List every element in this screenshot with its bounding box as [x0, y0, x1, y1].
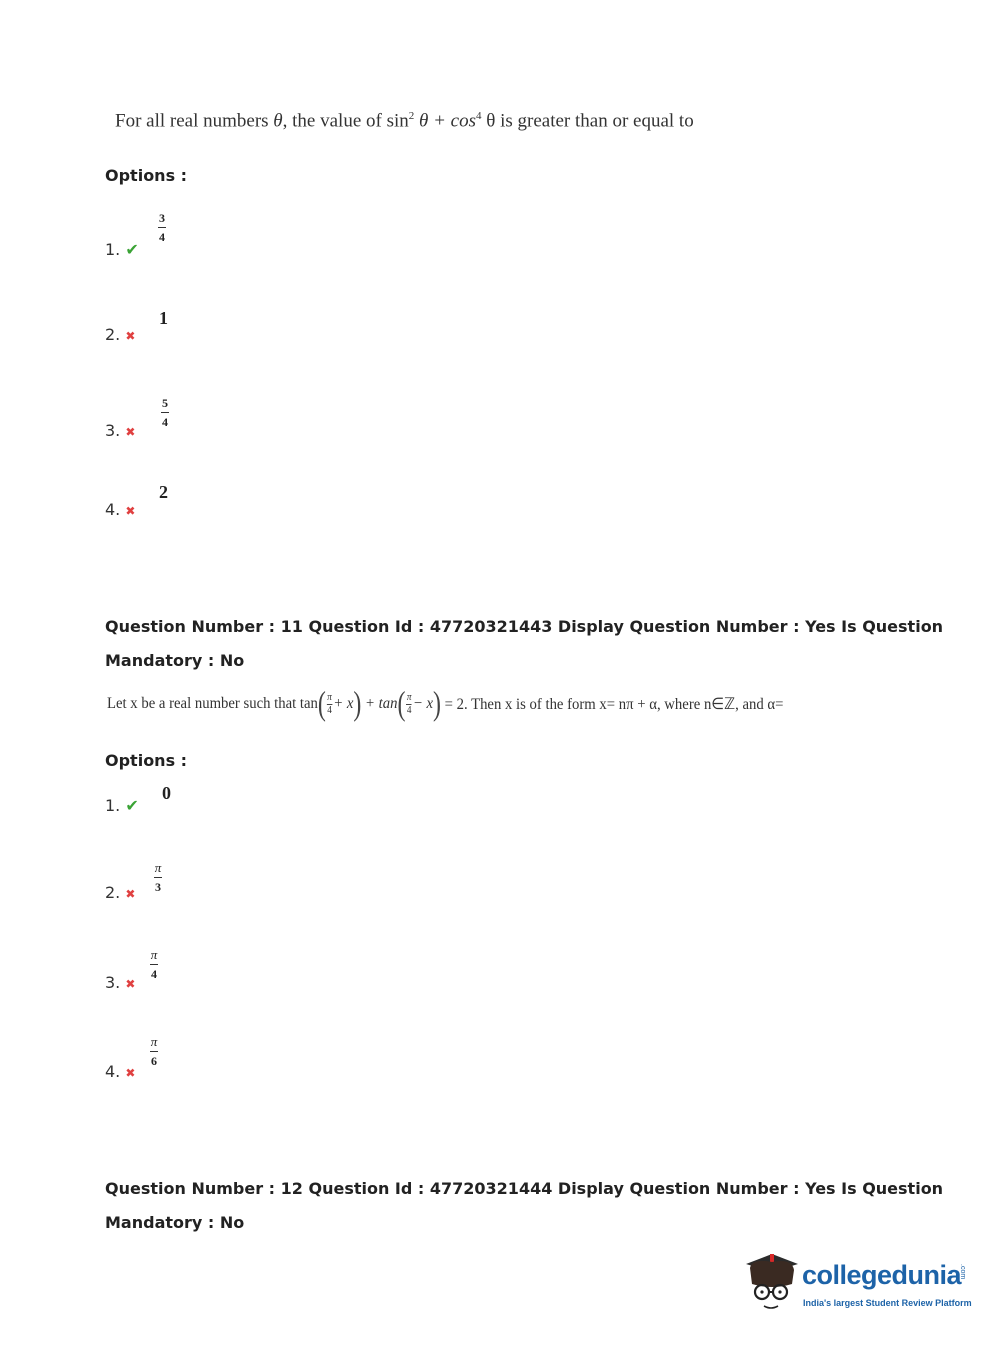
q11-header-line-2: Mandatory : No [105, 651, 245, 670]
q10-option-1-number [105, 240, 139, 259]
denominator: 4 [151, 967, 157, 981]
close-paren: ) [432, 684, 441, 723]
denominator: 4 [159, 230, 165, 244]
q11-header-line-1: Question Number : 11 Question Id : 47720321443 Display Question Number : Yes Is Question [105, 617, 944, 636]
pi-symbol: π [327, 691, 332, 703]
q10-suffix: θ is greater than or equal to [486, 110, 694, 132]
q10-mid1: , the value of sin [282, 110, 409, 132]
q10-options-label: Options : [105, 166, 188, 185]
denominator: 4 [327, 704, 332, 716]
q11-option-3-number [105, 973, 135, 992]
pi-over-4 [406, 693, 412, 716]
logo-dot-com: .com [959, 1264, 966, 1280]
wrong-cross-icon: ✖ [125, 329, 136, 343]
q10-exponent-4: 4 [475, 110, 482, 122]
denominator: 3 [155, 880, 161, 894]
fraction-bar [150, 1051, 158, 1052]
q11-option-1-number [105, 796, 139, 815]
numerator: 3 [159, 211, 165, 225]
question-11-text [107, 684, 784, 723]
q10-option-4-number [105, 500, 135, 519]
q11-option-4-value [150, 1035, 158, 1067]
wrong-cross-icon: ✖ [125, 977, 136, 991]
collegedunia-logo [742, 1250, 972, 1314]
q10-option-3-number [105, 421, 135, 440]
q11-plus-x: + x [333, 695, 354, 712]
fraction-bar [158, 227, 166, 228]
q10-option-3-value [161, 397, 169, 428]
logo-tagline: India's largest Student Review Platform [803, 1298, 972, 1308]
q10-prefix: For all real numbers [115, 110, 269, 132]
q11-option-2-number [105, 883, 135, 902]
denominator: 6 [151, 1054, 157, 1068]
q11-option-1-value: 0 [162, 783, 171, 803]
wrong-cross-icon: ✖ [125, 504, 136, 518]
option-number: 2. [105, 325, 121, 344]
close-paren: ) [353, 684, 362, 723]
fraction-bar [150, 964, 158, 965]
theta-symbol: θ [273, 110, 283, 132]
wrong-cross-icon: ✖ [125, 887, 136, 901]
logo-wordmark: collegedunia [802, 1260, 962, 1290]
pi-over-4 [327, 693, 333, 716]
q11-plus-tan: + tan [365, 695, 398, 712]
option-number: 4. [105, 500, 121, 519]
wrong-cross-icon: ✖ [125, 1066, 136, 1080]
option-number: 1. [105, 796, 121, 815]
q11-option-2-value [154, 861, 162, 893]
wrong-cross-icon: ✖ [125, 425, 136, 439]
correct-check-icon: ✔ [125, 240, 139, 259]
q10-option-2-number [105, 325, 135, 344]
open-paren: ( [317, 684, 326, 723]
q11-minus-x: − x [412, 695, 433, 712]
fraction-bar [154, 877, 162, 878]
q10-exponent-2: 2 [408, 110, 415, 122]
option-number: 3. [105, 421, 121, 440]
option-number: 4. [105, 1062, 121, 1081]
q10-option-1-value [158, 212, 166, 243]
q11-text-a: Let x be a real number such that tan [107, 695, 318, 712]
q11-option-3-value [150, 948, 158, 980]
correct-check-icon: ✔ [125, 796, 139, 815]
pi-symbol: π [406, 691, 412, 703]
denominator: 4 [406, 704, 412, 716]
fraction-bar [161, 412, 169, 413]
q12-header-line-1: Question Number : 12 Question Id : 47720321444 Display Question Number : Yes Is Question [105, 1179, 944, 1198]
numerator: π [154, 860, 162, 875]
option-number: 1. [105, 240, 121, 259]
q10-option-4-value: 2 [159, 482, 168, 502]
numerator: π [150, 947, 158, 962]
option-number: 2. [105, 883, 121, 902]
option-number: 3. [105, 973, 121, 992]
student-mascot-icon [742, 1250, 802, 1314]
q10-option-2-value: 1 [159, 308, 168, 328]
q11-text-b: = 2. Then x is of the form x= nπ + α, where n∈ℤ, and α= [444, 696, 784, 713]
numerator: 5 [162, 396, 168, 410]
numerator: π [150, 1034, 158, 1049]
question-10-text [115, 110, 694, 132]
q10-mid2: θ + cos [419, 110, 476, 132]
q11-options-label: Options : [105, 751, 188, 770]
q11-option-4-number [105, 1062, 135, 1081]
denominator: 4 [162, 415, 168, 429]
q12-header-line-2: Mandatory : No [105, 1213, 245, 1232]
open-paren: ( [397, 684, 406, 723]
